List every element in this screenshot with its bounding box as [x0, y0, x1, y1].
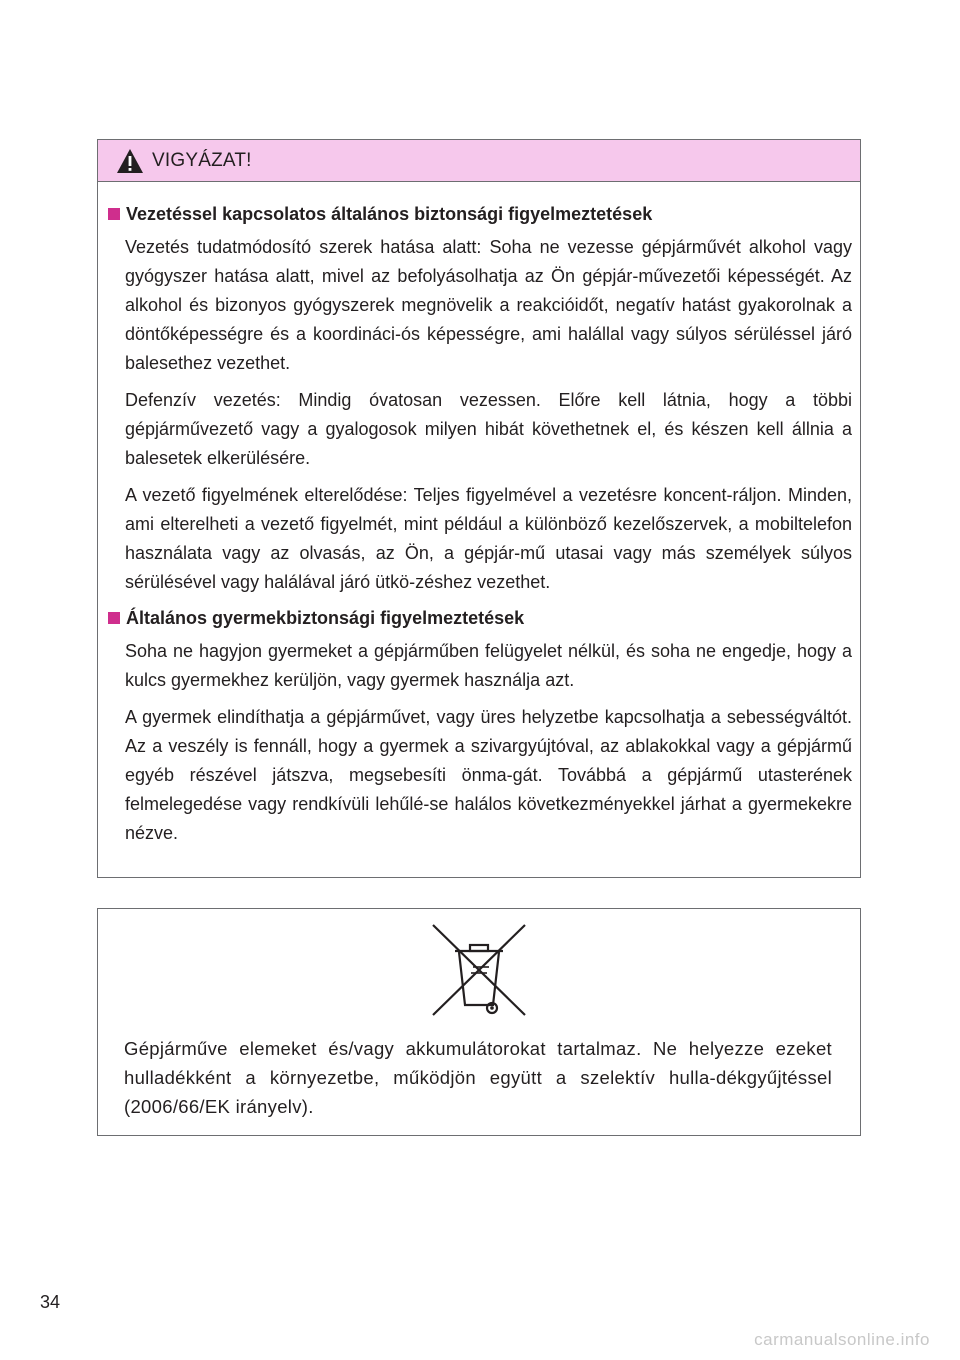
disposal-box	[97, 908, 861, 1136]
warning-title: VIGYÁZAT!	[152, 149, 252, 171]
warning-header	[98, 140, 860, 182]
warning-body	[98, 182, 860, 848]
section-heading	[108, 605, 852, 631]
paragraph: A gyermek elindíthatja a gépjárművet, vagy üres helyzetbe kapcsolhatja a sebességváltót. Az a veszély is fennáll, hogy a gyermek a szivargyújtóval, az ablakokkal vagy a gépjármű egyéb részével játszva, megsebesíti önma-gát. Továbbá a gépjármű utasterének felmelegedése vagy rendkívüli lehűlé-se halálos következményekkel járhat a gyermekekre nézve.	[125, 707, 852, 843]
crossed-out-wheelie-bin-icon	[431, 923, 527, 1017]
section-heading-text: Általános gyermekbiztonsági figyelmeztetések	[126, 608, 525, 628]
paragraph: Defenzív vezetés: Mindig óvatosan vezessen. Előre kell látnia, hogy a többi gépjárművezető vagy a gyalogosok milyen hibát követhetnek el, és készen kell állnia a balesetek elkerülésére.	[125, 390, 852, 468]
paragraph: Vezetés tudatmódosító szerek hatása alatt: Soha ne vezesse gépjárművét alkohol vagy gyógyszer hatása alatt, mivel az befolyásolhatja az Ön gépjár-művezetői képességét. Az alkohol és bizonyos gyógyszerek megnövelik a reakcióidőt, negatív hatást gyakorolnak a döntőképességre és a koordináci-ós képességre, ami halállal vagy súlyos sérüléssel járó balesethez vezethet.	[125, 237, 852, 373]
watermark: carmanualsonline.info	[754, 1330, 930, 1349]
square-bullet-icon	[108, 612, 120, 624]
page-number: 34	[40, 1292, 61, 1312]
paragraph: A vezető figyelmének elterelődése: Teljes figyelmével a vezetésre koncent-ráljon. Minden, ami elterelheti a vezető figyelmét, mint például a különböző kezelőszervek, a mobiltelefon használata vagy az olvasás, az Ön, a gépjár-mű utasai vagy más személyek súlyos sérülésével vagy halálával járó ütkö-zéshez vezethet.	[125, 485, 852, 592]
section-heading-text: Vezetéssel kapcsolatos általános biztonsági figyelmeztetések	[126, 204, 653, 224]
warning-triangle-icon	[116, 148, 144, 174]
square-bullet-icon	[108, 208, 120, 220]
disposal-text: Gépjárműve elemeket és/vagy akkumulátorokat tartalmaz. Ne helyezze ezeket hulladékként a környezetbe, működjön együtt a szelektív hulla-dékgyűjtéssel (2006/66/EK irányelv).	[124, 1038, 832, 1117]
paragraph: Soha ne hagyjon gyermeket a gépjárműben felügyelet nélkül, és soha ne engedje, hogy a kulcs gyermekhez kerüljön, vagy gyermek használja azt.	[125, 641, 852, 690]
warning-box	[97, 139, 861, 878]
section-heading	[108, 201, 852, 227]
